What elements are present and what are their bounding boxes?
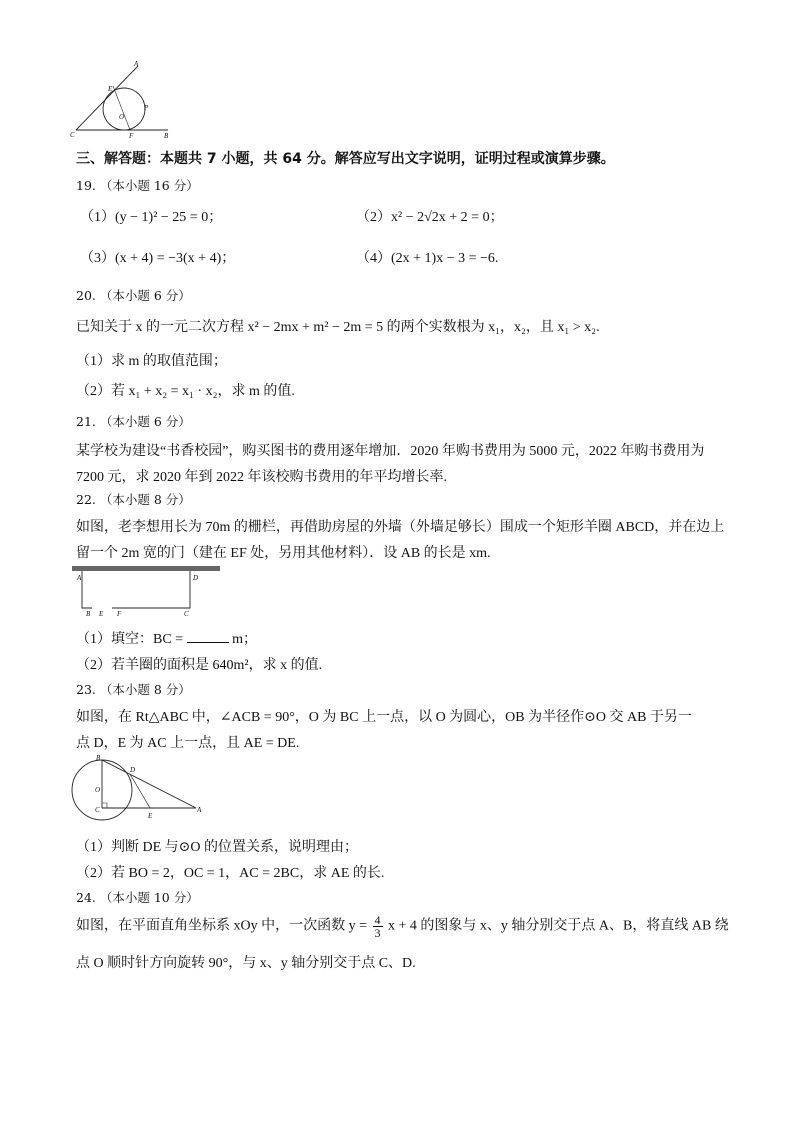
fig18-label-a: A	[134, 60, 139, 68]
fig23-label-e: E	[148, 812, 153, 820]
q19-header: 19. （本小题 16 分）	[76, 178, 199, 193]
q24-line1-prefix: 如图，在平面直角坐标系 xOy 中，一次函数 y =	[76, 918, 368, 934]
q22-part1-suffix: m；	[232, 632, 257, 647]
fig23-label-o: O	[95, 786, 101, 794]
q24-header: 24. （本小题 10 分）	[76, 890, 199, 905]
q24-line1-suffix: x + 4 的图象与 x、y 轴分别交于点 A、B，将直线 AB 绕	[388, 918, 729, 934]
fig18-label-f: F	[129, 132, 134, 140]
q22-line1: 如图，老李想用长为 70m 的栅栏，再借助房屋的外墙（外墙足够长）围成一个矩形羊圈 ABCD，并在边上	[76, 520, 725, 535]
fig18-label-e: E	[108, 85, 113, 93]
q19-part4: （4）(2x + 1)x − 3 = −6.	[356, 251, 499, 266]
section-heading: 三、解答题：本题共 7 小题，共 64 分。解答应写出文字说明，证明过程或演算步骤。	[76, 151, 615, 167]
q22-part1-prefix: （1）填空：BC =	[76, 632, 184, 647]
q23-part2: （2）若 BO = 2，OC = 1，AC = 2BC，求 AE 的长.	[76, 866, 385, 881]
q19-part2: （2）x² − 2√2x + 2 = 0；	[356, 210, 504, 225]
circle-triangle-figure	[66, 752, 206, 832]
fraction-denominator: 3	[374, 926, 381, 940]
fig22-label-c: C	[184, 610, 189, 618]
triangle-incircle-figure	[68, 58, 178, 140]
q22-header: 22. （本小题 8 分）	[76, 492, 191, 507]
q20-part2: （2）若 x₁ + x₂ = x₁ · x₂，求 m 的值.	[76, 384, 295, 399]
fig18-label-b: B	[164, 132, 169, 140]
fraction-numerator: 4	[374, 913, 381, 927]
fig23-label-b: B	[96, 754, 101, 762]
q20-stem: 已知关于 x 的一元二次方程 x² − 2mx + m² − 2m = 5 的两个实数根为 x₁，x₂，且 x₁ > x₂.	[76, 320, 600, 335]
q21-header: 21. （本小题 6 分）	[76, 414, 191, 429]
fig18-label-p: P	[144, 104, 149, 112]
q19-part1: （1）(y − 1)² − 25 = 0；	[80, 210, 223, 225]
sheep-pen-figure	[72, 566, 222, 618]
q23-part1: （1）判断 DE 与⊙O 的位置关系，说明理由；	[76, 840, 359, 855]
q20-part1: （1）求 m 的取值范围；	[76, 354, 227, 369]
fig23-label-d: D	[130, 766, 136, 774]
q21-line1: 某学校为建设“书香校园”，购买图书的费用逐年增加．2020 年购书费用为 5000 元，2022 年购书费用为	[76, 444, 705, 459]
q22-part1	[76, 628, 257, 648]
q21-line2: 7200 元，求 2020 年到 2022 年该校购书费用的年平均增长率.	[76, 470, 447, 485]
q22-part2: （2）若羊圈的面积是 640m²，求 x 的值.	[76, 658, 323, 673]
fig23-label-a: A	[197, 806, 202, 814]
q19-part3: （3）(x + 4) = −3(x + 4)；	[80, 251, 236, 266]
fig18-label-o: O	[119, 113, 125, 121]
fig22-label-f: F	[117, 610, 122, 618]
q23-header: 23. （本小题 8 分）	[76, 682, 191, 697]
fig18-label-c: C	[70, 131, 75, 139]
fig22-label-d: D	[193, 574, 199, 582]
q23-line2: 点 D，E 为 AC 上一点，且 AE = DE.	[76, 736, 300, 751]
fig22-label-b: B	[86, 610, 91, 618]
fig22-label-a: A	[77, 574, 82, 582]
fraction-four-thirds	[373, 914, 383, 939]
q22-line2: 留一个 2m 宽的门（建在 EF 处，另用其他材料）．设 AB 的长是 xm.	[76, 546, 491, 561]
fig22-label-e: E	[99, 610, 104, 618]
q23-line1: 如图，在 Rt△ABC 中，∠ACB = 90°，O 为 BC 上一点，以 O 为圆心，OB 为半径作⊙O 交 AB 于另一	[76, 710, 692, 725]
q24-line1	[76, 914, 729, 939]
q24-line2: 点 O 顺时针方向旋转 90°，与 x、y 轴分别交于点 C、D.	[76, 956, 416, 971]
answer-blank[interactable]	[187, 630, 229, 643]
q20-header: 20. （本小题 6 分）	[76, 288, 191, 303]
fig23-label-c: C	[95, 806, 100, 814]
